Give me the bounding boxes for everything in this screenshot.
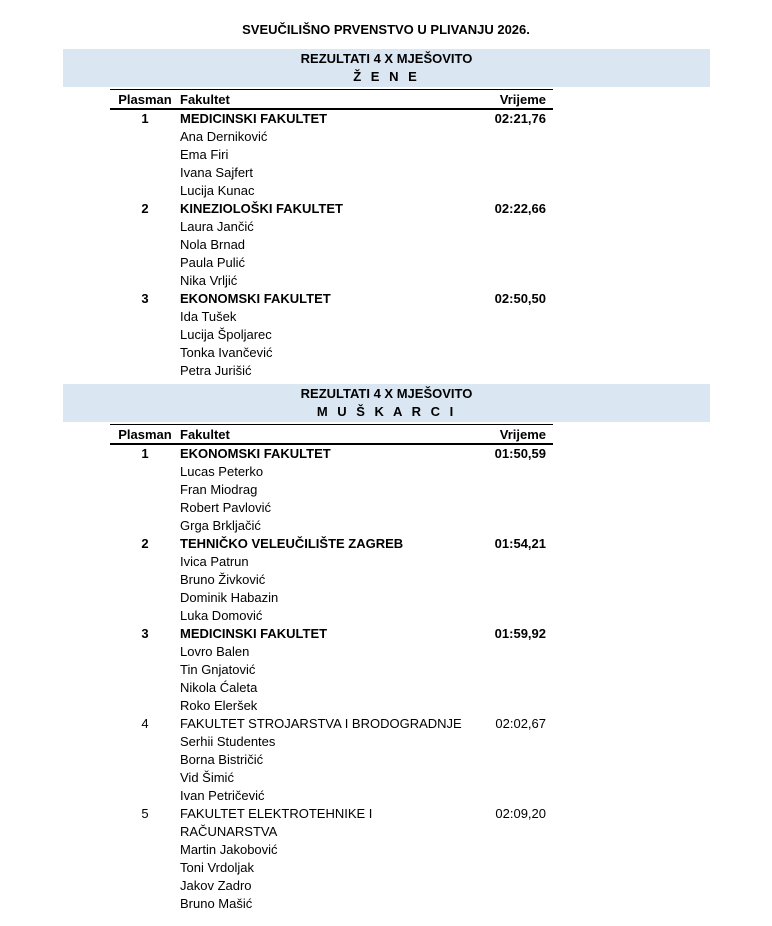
section-women-results-title: REZULTATI 4 X MJEŠOVITO	[300, 51, 473, 66]
team-rank: 3	[141, 291, 149, 306]
section-men-category: M U Š K A R C I	[316, 404, 457, 419]
swimmer-name: Martin Jakobović	[180, 842, 278, 857]
team-faculty: EKONOMSKI FAKULTET	[180, 291, 331, 306]
swimmer-name: Laura Jančić	[180, 219, 254, 234]
column-header-vrijeme: Vrijeme	[499, 427, 546, 442]
team-rank: 5	[141, 806, 149, 821]
team-row	[110, 625, 553, 715]
swimmer-name: Vid Šimić	[180, 770, 234, 785]
section-women	[0, 49, 772, 380]
swimmer-name: Serhii Studentes	[180, 734, 276, 749]
team-row	[110, 805, 553, 913]
team-faculty: TEHNIČKO VELEUČILIŠTE ZAGREB	[180, 536, 404, 551]
team-faculty: EKONOMSKI FAKULTET	[180, 446, 331, 461]
team-time: 01:59,92	[494, 626, 546, 641]
team-rank: 1	[141, 446, 149, 461]
swimmer-name: Luka Domović	[180, 608, 263, 623]
team-rank: 2	[141, 536, 149, 551]
results-table-women	[110, 89, 553, 380]
swimmer-name: Roko Eleršek	[180, 698, 258, 713]
swimmer-name: Ivica Patrun	[180, 554, 249, 569]
column-header-vrijeme: Vrijeme	[499, 92, 546, 107]
section-men	[0, 384, 772, 913]
swimmer-name: Dominik Habazin	[180, 590, 279, 605]
team-faculty: FAKULTET STROJARSTVA I BRODOGRADNJE	[180, 716, 462, 731]
section-men-results-title: REZULTATI 4 X MJEŠOVITO	[300, 386, 473, 401]
team-row	[110, 445, 553, 535]
swimmer-name: Ema Firi	[180, 147, 229, 162]
swimmer-name: Toni Vrdoljak	[180, 860, 254, 875]
swimmer-name: Paula Pulić	[180, 255, 246, 270]
team-faculty: KINEZIOLOŠKI FAKULTET	[180, 201, 343, 216]
swimmer-name: Ivan Petričević	[180, 788, 265, 803]
team-row	[110, 110, 553, 200]
section-women-category: Ž E N E	[353, 69, 420, 84]
swimmer-name: Nola Brnad	[180, 237, 246, 252]
team-row	[110, 535, 553, 625]
swimmer-name: Ivana Sajfert	[180, 165, 253, 180]
column-header-fakultet: Fakultet	[180, 427, 230, 442]
team-row	[110, 290, 553, 380]
swimmer-name: Fran Miodrag	[180, 482, 258, 497]
swimmer-name: Nikola Ćaleta	[180, 680, 258, 695]
swimmer-name: Petra Jurišić	[180, 363, 252, 378]
team-rank: 1	[141, 111, 149, 126]
swimmer-name: Robert Pavlović	[180, 500, 272, 515]
team-row	[110, 200, 553, 290]
swimmer-name: Lucija Kunac	[180, 183, 255, 198]
team-time: 01:54,21	[494, 536, 546, 551]
team-faculty: FAKULTET ELEKTROTEHNIKE I RAČUNARSTVA	[180, 806, 373, 839]
team-time: 02:50,50	[494, 291, 546, 306]
results-table-men	[110, 424, 553, 913]
team-time: 02:09,20	[495, 806, 546, 821]
document-title: SVEUČILIŠNO PRVENSTVO U PLIVANJU 2026.	[242, 22, 530, 37]
team-row	[110, 715, 553, 805]
team-time: 02:22,66	[494, 201, 546, 216]
team-rank: 4	[141, 716, 149, 731]
document-page	[0, 20, 772, 926]
team-time: 01:50,59	[494, 446, 546, 461]
swimmer-name: Ana Derniković	[180, 129, 268, 144]
swimmer-name: Jakov Zadro	[180, 878, 252, 893]
swimmer-name: Ida Tušek	[180, 309, 237, 324]
team-rank: 3	[141, 626, 149, 641]
column-header-plasman: Plasman	[118, 427, 172, 442]
swimmer-name: Lucas Peterko	[180, 464, 264, 479]
swimmer-name: Nika Vrljić	[180, 273, 238, 288]
swimmer-name: Grga Brkljačić	[180, 518, 261, 533]
team-faculty: MEDICINSKI FAKULTET	[180, 626, 328, 641]
swimmer-name: Bruno Mašić	[180, 896, 253, 911]
team-time: 02:21,76	[494, 111, 546, 126]
section-men-header-band	[63, 384, 710, 422]
swimmer-name: Lovro Balen	[180, 644, 250, 659]
swimmer-name: Tonka Ivančević	[180, 345, 273, 360]
team-time: 02:02,67	[495, 716, 546, 731]
swimmer-name: Bruno Živković	[180, 572, 266, 587]
swimmer-name: Tin Gnjatović	[180, 662, 256, 677]
column-header-plasman: Plasman	[118, 92, 172, 107]
team-rank: 2	[141, 201, 149, 216]
table-header-row	[110, 424, 553, 445]
team-faculty: MEDICINSKI FAKULTET	[180, 111, 328, 126]
column-header-fakultet: Fakultet	[180, 92, 230, 107]
table-header-row	[110, 89, 553, 110]
swimmer-name: Borna Bistričić	[180, 752, 264, 767]
section-women-header-band	[63, 49, 710, 87]
swimmer-name: Lucija Špoljarec	[180, 327, 272, 342]
